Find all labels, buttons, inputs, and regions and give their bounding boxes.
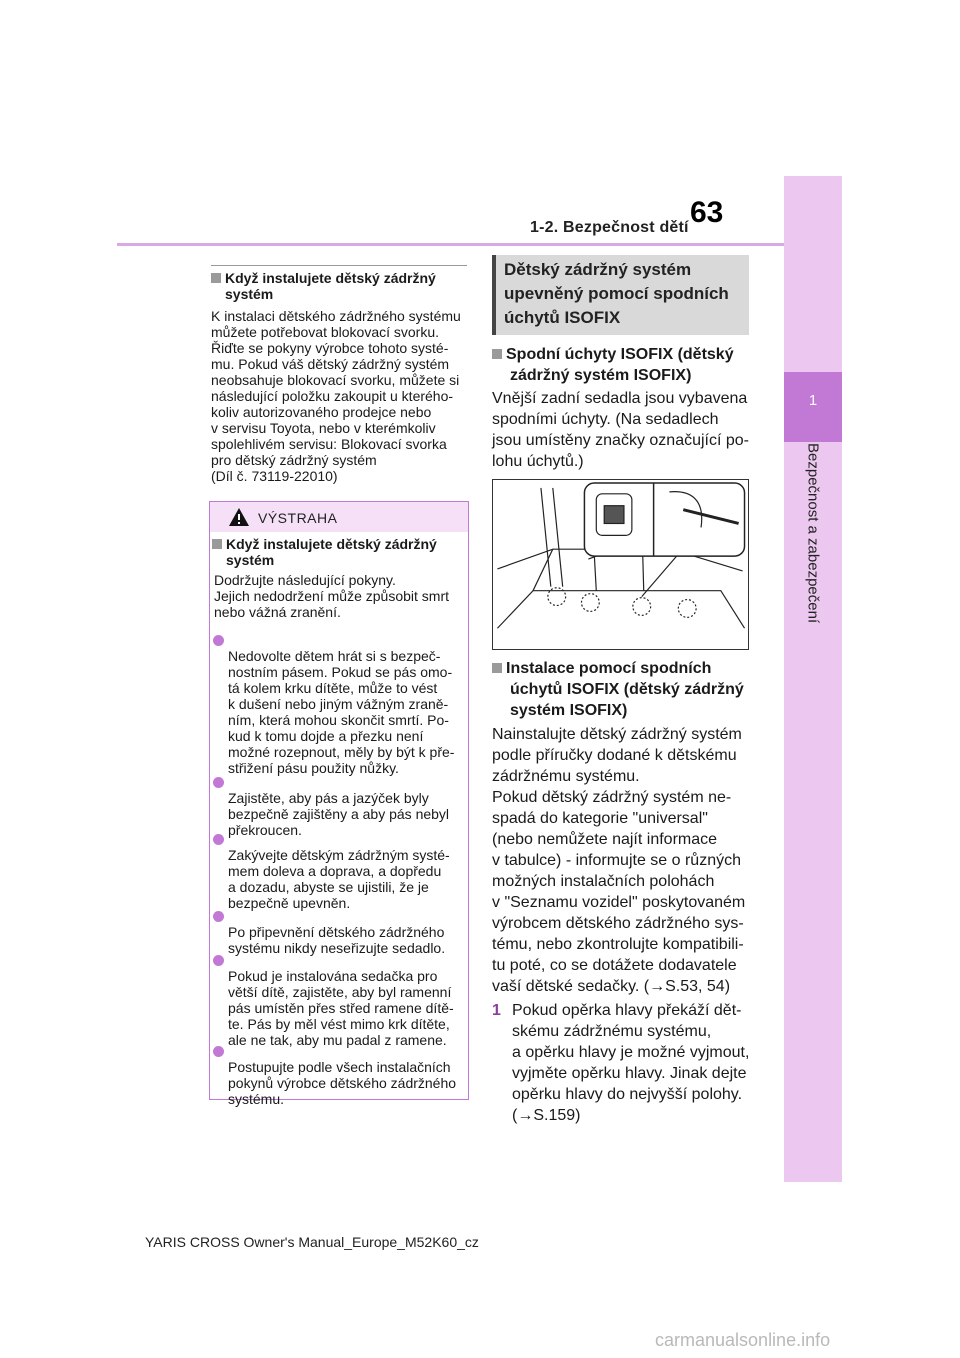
bullet-dot-icon [213, 911, 224, 922]
warning-bullet [213, 831, 465, 911]
warning-bullet-text: Po připevnění dětského zádržného systému nikdy neseřizujte sedadlo. [228, 924, 446, 956]
bullet-dot-icon [213, 834, 224, 845]
chapter-number-tab: 1 [784, 372, 842, 442]
warning-bullet-text: Pokud je instalována sedačka pro větší dítě, zajistěte, aby byl ramenní pás umístěn přes střed ramene dítě- te. Pás by měl vést mimo krk dítěte, ale ne tak, aby mu padal z ramene. [228, 968, 454, 1048]
square-bullet-icon [492, 349, 502, 359]
bullet-dot-icon [213, 1046, 224, 1057]
warning-bullet [213, 632, 465, 776]
square-bullet-icon [492, 663, 502, 673]
warning-bullet [213, 774, 465, 838]
warning-heading-text: Když instalujete dětský zádržný systém [226, 536, 437, 568]
left-body-text: K instalaci dětského zádržného systému můžete potřebovat blokovací svorku. Řiďte se pokyny výrobce tohoto systé- mu. Pokud váš dětský zádržný systém neobsahuje blokovací svorku, můžete si následující položku zakoupit u kterého- koliv autorizovaného prodejce nebo v servisu Toyota, nebo v kterémkoliv spolehlivém servisu: Blokovací svorka pro dětský zádržný systém (Díl č. 73119-22010) [211, 308, 461, 484]
square-bullet-icon [211, 273, 221, 283]
warning-bullet [213, 908, 465, 956]
step-item [492, 1000, 752, 1126]
warning-bullet [213, 1043, 465, 1107]
warning-triangle-icon [228, 507, 250, 527]
warning-bullet [213, 952, 465, 1048]
warning-bullet-text: Postupujte podle všech instalačních pokynů výrobce dětského zádržného systému. [228, 1059, 457, 1107]
step-text: Pokud opěrka hlavy překáží dět- skému zádržnému systému, a opěrku hlavy je možné vyjmout, vyjměte opěrku hlavy. Jinak dejte opěrku hlavy do nejvyšší polohy. (→S.159) [512, 1002, 750, 1124]
footer-manual-id: YARIS CROSS Owner's Manual_Europe_M52K60_cz [145, 1234, 479, 1250]
warning-intro: Dodržujte následující pokyny. Jejich nedodržení může způsobit smrt nebo vážná zranění. [214, 572, 449, 620]
warning-bullet-text: Nedovolte dětem hrát si s bezpeč- nostním pásem. Pokud se pás omo- tá kolem krku dítěte, může to vést k dušení nebo jiným vážným zraně- ním, která mohou skončit smrtí. Po- kud k tomu dojde a přezku není možné rozepnout, měly by být k pře- střižení pásu použity nůžky. [228, 648, 455, 776]
header-divider [117, 243, 784, 246]
warning-bullet-text: Zajistěte, aby pás a jazýček byly bezpečně zajištěny a aby pás nebyl překroucen. [228, 790, 450, 838]
chapter-title-vertical [784, 443, 842, 693]
left-heading-text: Když instalujete dětský zádržný systém [225, 270, 436, 302]
section-title: 1-2. Bezpečnost dětí [530, 219, 689, 236]
isofix-anchors-body: Vnější zadní sedadla jsou vybavena spodními úchyty. (Na sedadlech jsou umístěny značky označující po- lohu úchytů.) [492, 390, 750, 470]
warning-title: VÝSTRAHA [258, 510, 338, 526]
bullet-dot-icon [213, 635, 224, 646]
warning-heading [212, 536, 464, 568]
isofix-anchors-heading: Spodní úchyty ISOFIX (dětský zádržný systém ISOFIX) [492, 344, 752, 386]
warning-bullet-text: Zakývejte dětským zádržným systé- mem doleva a doprava, a dopředu a dozadu, abyste se ujistili, že je bezpečně upevněn. [228, 847, 450, 911]
isofix-anchor-illustration [492, 479, 749, 650]
isofix-section-title: Dětský zádržný systém upevněný pomocí spodních úchytů ISOFIX [504, 260, 729, 327]
page-number: 63 [690, 196, 724, 229]
watermark: carmanualsonline.info [655, 1330, 831, 1350]
isofix-installation-body: Nainstalujte dětský zádržný systém podle příručky dodané k dětskému zádržnému systému. Pokud dětský zádržný systém ne- spadá do kategorie "universal" (nebo nemůžete najít informace v tabulce) - informujte se o různých možných instalačních polohách v "Seznamu vozidel" poskytovaném výrobcem dětského zádržného sys- tému, nebo zkontrolujte kompatibili- tu poté, co se dotážete dodavatele vaší dětské sedačky. (→S.53, 54) [492, 726, 746, 995]
isofix-installation-heading: Instalace pomocí spodních úchytů ISOFIX (dětský zádržný systém ISOFIX) [492, 658, 752, 721]
chapter-title-text: Bezpečnost a zabezpečení [804, 443, 822, 624]
left-heading [211, 270, 467, 302]
step-number: 1 [492, 1002, 501, 1019]
square-bullet-icon [212, 539, 222, 549]
left-heading-rule [211, 265, 467, 266]
bullet-dot-icon [213, 955, 224, 966]
bullet-dot-icon [213, 777, 224, 788]
